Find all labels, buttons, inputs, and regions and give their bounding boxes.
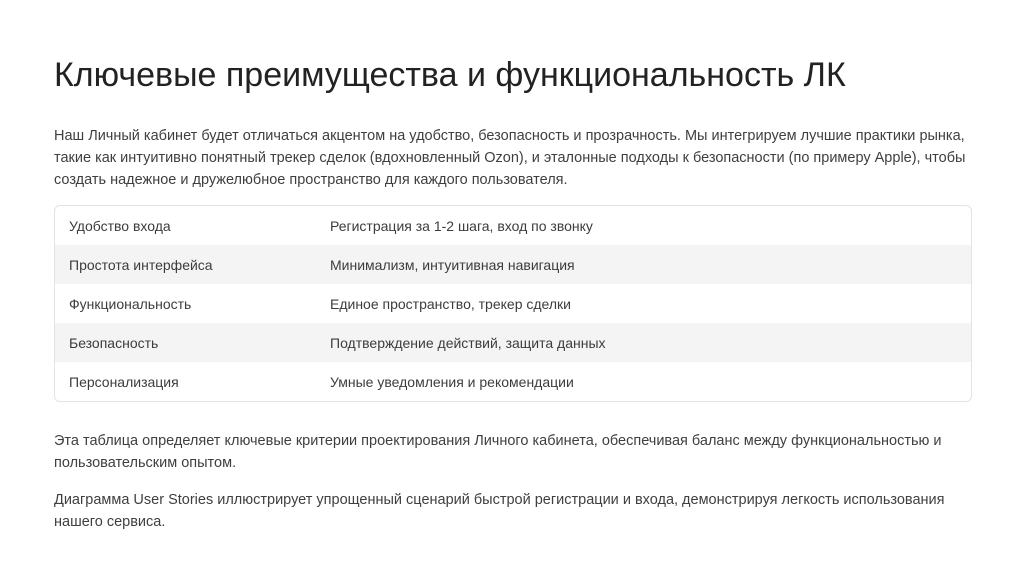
table-note: Эта таблица определяет ключевые критерии проектирования Личного кабинета, обеспечивая баланс между функциональностью и пользовательским опытом. bbox=[54, 433, 942, 471]
feature-cell: Безопасность bbox=[69, 334, 159, 351]
value-cell: Регистрация за 1-2 шага, вход по звонку bbox=[330, 217, 593, 234]
value-cell: Подтверждение действий, защита данных bbox=[330, 334, 606, 351]
features-table bbox=[54, 205, 972, 402]
value-cell: Умные уведомления и рекомендации bbox=[330, 373, 574, 390]
feature-cell: Удобство входа bbox=[69, 217, 171, 234]
value-cell: Единое пространство, трекер сделки bbox=[330, 295, 571, 312]
diagram-note: Диаграмма User Stories иллюстрирует упрощенный сценарий быстрой регистрации и входа, демонстрируя легкость использования нашего сервиса. bbox=[54, 492, 945, 530]
table-row bbox=[55, 284, 971, 323]
page-title: Ключевые преимущества и функциональность ЛК bbox=[54, 56, 846, 94]
table-row bbox=[55, 206, 971, 245]
feature-cell: Простота интерфейса bbox=[69, 256, 213, 273]
intro-paragraph: Наш Личный кабинет будет отличаться акцентом на удобство, безопасность и прозрачность. Мы интегрируем лучшие практики рынка, такие как интуитивно понятный трекер сделок (вдохновленный Ozon), и эталонные подходы к безопасности (по примеру Apple), чтобы создать надежное и дружелюбное пространство для каждого пользователя. bbox=[54, 128, 966, 188]
table-row bbox=[55, 245, 971, 284]
table-row bbox=[55, 323, 971, 362]
table-row bbox=[55, 362, 971, 401]
feature-cell: Персонализация bbox=[69, 373, 179, 390]
feature-cell: Функциональность bbox=[69, 295, 192, 312]
value-cell: Минимализм, интуитивная навигация bbox=[330, 256, 575, 273]
